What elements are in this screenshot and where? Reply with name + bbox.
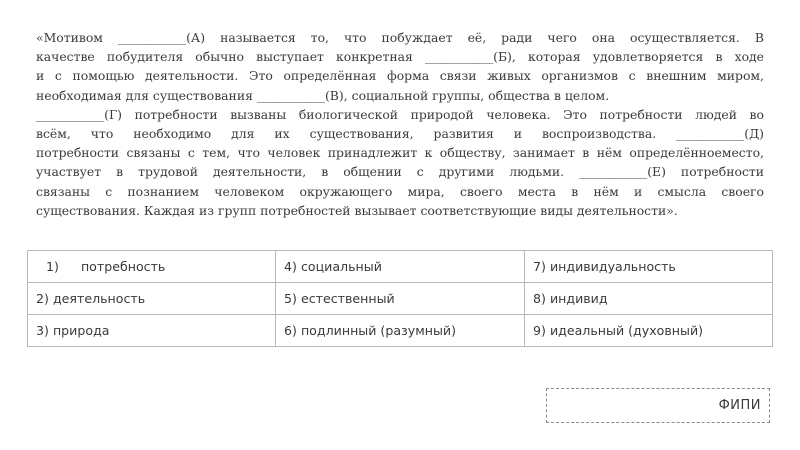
option-number: 8) <box>533 291 546 306</box>
option-cell-7 <box>525 251 773 283</box>
option-number: 1) <box>46 259 59 274</box>
answer-options-table <box>27 250 773 347</box>
option-text: индивид <box>549 291 608 306</box>
table-row <box>28 283 773 315</box>
option-cell-4 <box>276 251 525 283</box>
passage-line: «Мотивом ___________(А) называется то, что побуждает её, ради чего она осуществляется. В <box>36 30 764 45</box>
passage-line: существования. Каждая из групп потребностей вызывает соответствующие виды деятельности». <box>36 202 678 218</box>
table-row <box>28 315 773 347</box>
passage-line: и с помощью деятельности. Это определённая форма связи живых организмов с внешним миром, <box>36 68 764 84</box>
option-text: потребность <box>80 259 166 274</box>
passage-line: потребности связаны с тем, что человек принадлежит к обществу, занимает в нём определённоеместо, <box>36 145 764 161</box>
table-row <box>28 251 773 283</box>
option-cell-1 <box>28 251 276 283</box>
passage-line: качестве побудителя обычно выступает конкретная ___________(Б), которая удовлетворяется в ходе <box>36 49 764 65</box>
passage-line: ___________(Г) потребности вызваны биологической природой человека. Это потребности людей во <box>36 106 764 122</box>
passage-line: необходимая для существования ___________(В), социальной группы, общества в целом. <box>36 87 610 103</box>
passage-line: участвует в трудовой деятельности, в общении с другими людьми. ___________(Е) потребности <box>36 164 764 180</box>
option-cell-3 <box>28 315 276 347</box>
option-cell-8 <box>525 283 773 315</box>
option-number: 5) <box>284 291 297 306</box>
option-number: 7) <box>533 259 546 274</box>
option-number: 2) <box>36 291 49 306</box>
option-cell-6 <box>276 315 525 347</box>
option-number: 4) <box>284 259 297 274</box>
option-text: идеальный (духовный) <box>549 323 704 338</box>
option-text: подлинный (разумный) <box>300 323 456 338</box>
option-text: индивидуальность <box>549 259 676 274</box>
option-text: социальный <box>300 259 382 274</box>
task-passage <box>36 28 764 220</box>
option-number: 9) <box>533 323 546 338</box>
option-cell-9 <box>525 315 773 347</box>
option-number: 6) <box>284 323 297 338</box>
option-cell-5 <box>276 283 525 315</box>
option-number: 3) <box>36 323 49 338</box>
option-cell-2 <box>28 283 276 315</box>
passage-line: связаны с познанием человеком окружающего мира, своего места в нём и смысла своего <box>36 183 764 199</box>
option-text: естественный <box>300 291 395 306</box>
source-label: ФИПИ <box>718 398 761 413</box>
passage-line: всём, что необходимо для их существования, развития и воспроизводства. ___________(Д) <box>36 125 764 141</box>
option-text: деятельность <box>52 291 146 306</box>
option-text: природа <box>52 323 110 338</box>
source-box <box>546 388 770 423</box>
